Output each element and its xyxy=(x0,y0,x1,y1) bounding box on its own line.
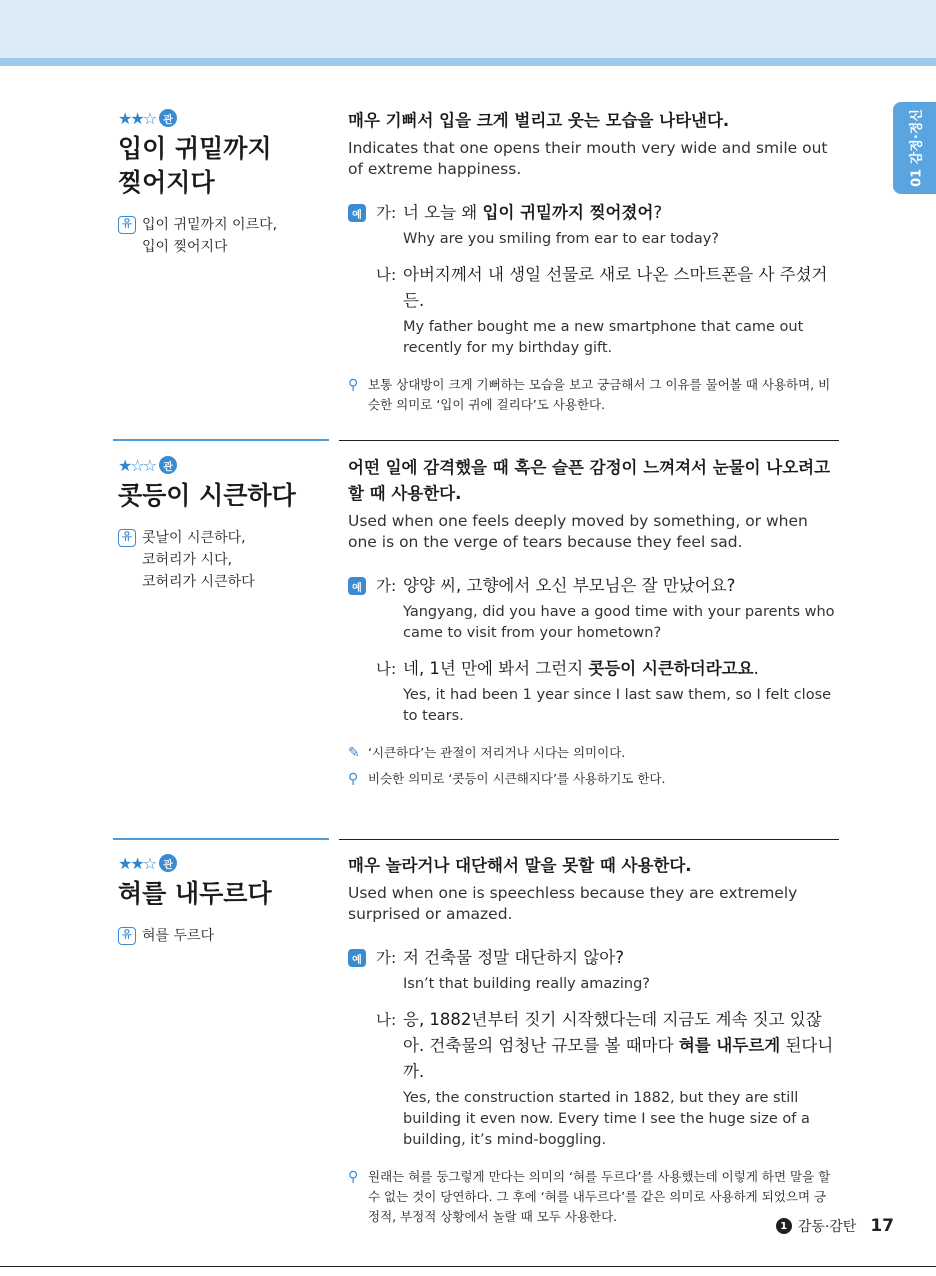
speaker-label: 나: xyxy=(376,266,397,284)
usage-note-text: 원래는 혀를 둥그렇게 만다는 의미의 ‘혀를 두르다’를 사용했는데 이렇게 하면 말을 할 수 없는 것이 당연하다. 그 후에 ‘혀를 내두르다’를 같은 의미로 사용하게 되었으며 긍정적, 부정적 상황에서 놀랄 때 모두 사용한다. xyxy=(368,1169,831,1224)
chapter-side-tab-label: 01 감정·정신 xyxy=(909,109,924,187)
example-body xyxy=(403,1007,838,1151)
magnifier-icon: ⚲ xyxy=(348,377,359,393)
example-idiom: 입이 귀밑까지 찢어졌어 xyxy=(482,203,654,222)
page-number: 17 xyxy=(870,1216,894,1236)
header-rule xyxy=(0,58,936,66)
page-footer xyxy=(776,1216,894,1236)
synonym-badge-icon: 유 xyxy=(118,927,136,945)
example-korean xyxy=(403,945,838,971)
idiom-badge-icon: 관 xyxy=(159,456,177,474)
headword-line: 찢어지다 xyxy=(118,168,215,197)
headword-line: 혀를 내두르다 xyxy=(118,879,272,908)
example-korean xyxy=(403,1007,838,1085)
definition-english: Indicates that one opens their mouth very wide and smile out of extreme happiness. xyxy=(348,139,828,178)
entry-3-examples xyxy=(348,945,838,1151)
example-korean xyxy=(403,573,838,599)
definition-korean: 매우 놀라거나 대단해서 말을 못할 때 사용한다. xyxy=(348,856,692,875)
section-divider-left xyxy=(113,838,329,840)
section-divider-right xyxy=(339,440,839,441)
usage-note xyxy=(348,769,838,789)
example-korean xyxy=(403,200,838,226)
headword-line: 입이 귀밑까지 xyxy=(118,134,272,163)
definition-korean: 어떤 일에 감격했을 때 혹은 슬픈 감정이 느껴져서 눈물이 나오려고 할 때 사용한다. xyxy=(348,458,831,503)
example-idiom: 콧등이 시큰하더라고요 xyxy=(588,659,754,678)
entry-3-synonyms xyxy=(118,925,328,947)
definition-english: Used when one is speechless because they are extremely surprised or amazed. xyxy=(348,884,798,923)
speaker-label: 나: xyxy=(376,1011,397,1029)
entry-2-synonyms xyxy=(118,527,328,593)
section-divider-right xyxy=(339,839,839,840)
example-english: Yangyang, did you have a good time with your parents who came to visit from your hometown? xyxy=(403,604,835,641)
difficulty-stars: ★☆☆ xyxy=(118,455,156,475)
example-idiom: 혀를 내두르게 xyxy=(678,1036,781,1055)
pencil-icon: ✎ xyxy=(348,745,360,761)
entry-1-examples xyxy=(348,200,838,359)
speaker-label: 가: xyxy=(376,949,397,967)
chapter-number-icon: 1 xyxy=(776,1218,792,1234)
idiom-badge-icon: 관 xyxy=(159,109,177,127)
example-body xyxy=(403,656,838,727)
usage-note-text: 비슷한 의미로 ‘콧등이 시큰해지다’를 사용하기도 한다. xyxy=(368,771,666,786)
definition-english: Used when one feels deeply moved by something, or when one is on the verge of tears because they feel sad. xyxy=(348,512,808,551)
usage-note-text: ‘시큰하다’는 관절이 저리거나 시다는 의미이다. xyxy=(368,745,626,760)
entry-1-right xyxy=(348,108,838,415)
badge-spacer xyxy=(348,262,376,359)
example-line xyxy=(348,945,838,995)
example-text: 저 건축물 정말 대단하지 않아? xyxy=(403,948,625,967)
example-text: ? xyxy=(653,203,663,222)
usage-note xyxy=(348,375,838,415)
speaker-label: 가: xyxy=(376,577,397,595)
entry-1-headword xyxy=(118,132,328,200)
entry-2-examples xyxy=(348,573,838,727)
example-line xyxy=(348,200,838,250)
synonym-text: 입이 귀밑까지 이르다, 입이 찢어지다 xyxy=(142,217,278,255)
example-text: 된다니까. xyxy=(403,1036,834,1081)
entry-3-difficulty xyxy=(118,853,328,873)
entry-3-headword xyxy=(118,877,328,911)
example-text: 아버지께서 내 생일 선물로 새로 나온 스마트폰을 사 주셨거든. xyxy=(403,265,828,310)
chapter-side-tab[interactable] xyxy=(893,102,936,194)
example-body xyxy=(403,945,838,995)
example-line xyxy=(348,573,838,644)
entry-1-difficulty xyxy=(118,108,328,128)
example-korean xyxy=(403,262,838,314)
entry-3-left xyxy=(118,853,328,947)
idiom-badge-icon: 관 xyxy=(159,854,177,872)
synonym-text: 콧날이 시큰하다, 코허리가 시다, 코허리가 시큰하다 xyxy=(142,530,255,590)
example-badge-icon: 예 xyxy=(348,204,366,222)
entry-2-difficulty xyxy=(118,455,328,475)
example-english: Yes, the construction started in 1882, but they are still building it even now. Every time I see the huge size of a building, it’s mind-boggling. xyxy=(403,1090,810,1148)
footer-rule xyxy=(0,1266,936,1267)
entry-1-synonyms xyxy=(118,214,328,258)
example-text: . xyxy=(753,659,759,678)
badge-spacer xyxy=(348,1007,376,1151)
usage-note xyxy=(348,1167,838,1227)
example-body xyxy=(403,262,838,359)
entry-2-headword xyxy=(118,479,328,513)
example-line xyxy=(348,1007,838,1151)
speaker-label: 나: xyxy=(376,660,397,678)
example-text: 너 오늘 왜 xyxy=(403,203,483,222)
chapter-title: 감동·감탄 xyxy=(797,1219,857,1235)
speaker-label: 가: xyxy=(376,204,397,222)
synonym-badge-icon: 유 xyxy=(118,216,136,234)
definition-korean: 매우 기뻐서 입을 크게 벌리고 웃는 모습을 나타낸다. xyxy=(348,111,730,130)
example-line xyxy=(348,262,838,359)
synonym-badge-icon: 유 xyxy=(118,529,136,547)
example-english: My father bought me a new smartphone that came out recently for my birthday gift. xyxy=(403,319,804,356)
entry-1-left xyxy=(118,108,328,258)
example-badge-icon: 예 xyxy=(348,949,366,967)
example-english: Isn’t that building really amazing? xyxy=(403,976,650,992)
headword-line: 콧등이 시큰하다 xyxy=(118,481,296,510)
usage-note-text: 보통 상대방이 크게 기뻐하는 모습을 보고 궁금해서 그 이유를 물어볼 때 사용하며, 비슷한 의미로 ‘입이 귀에 걸리다’도 사용한다. xyxy=(368,377,831,412)
usage-note xyxy=(348,743,838,763)
example-text: 응, 1882년부터 짓기 시작했다는데 지금도 계속 짓고 있잖아. 건축물의 엄청난 규모를 볼 때마다 xyxy=(403,1010,822,1055)
example-line xyxy=(348,656,838,727)
entry-2-left xyxy=(118,455,328,593)
example-body xyxy=(403,573,838,644)
section-divider-left xyxy=(113,439,329,441)
magnifier-icon: ⚲ xyxy=(348,771,359,787)
entry-2-right xyxy=(348,455,838,789)
example-korean xyxy=(403,656,838,682)
example-text: 네, 1년 만에 봐서 그런지 xyxy=(403,659,589,678)
example-badge-icon: 예 xyxy=(348,577,366,595)
magnifier-icon: ⚲ xyxy=(348,1169,359,1185)
example-text: 양양 씨, 고향에서 오신 부모님은 잘 만났어요? xyxy=(403,576,736,595)
synonym-text: 혀를 두르다 xyxy=(142,928,215,944)
example-english: Why are you smiling from ear to ear today? xyxy=(403,231,719,247)
entry-3-right xyxy=(348,853,838,1227)
header-band xyxy=(0,0,936,58)
badge-spacer xyxy=(348,656,376,727)
difficulty-stars: ★★☆ xyxy=(118,108,156,128)
difficulty-stars: ★★☆ xyxy=(118,853,156,873)
example-body xyxy=(403,200,838,250)
example-english: Yes, it had been 1 year since I last saw them, so I felt close to tears. xyxy=(403,687,832,724)
